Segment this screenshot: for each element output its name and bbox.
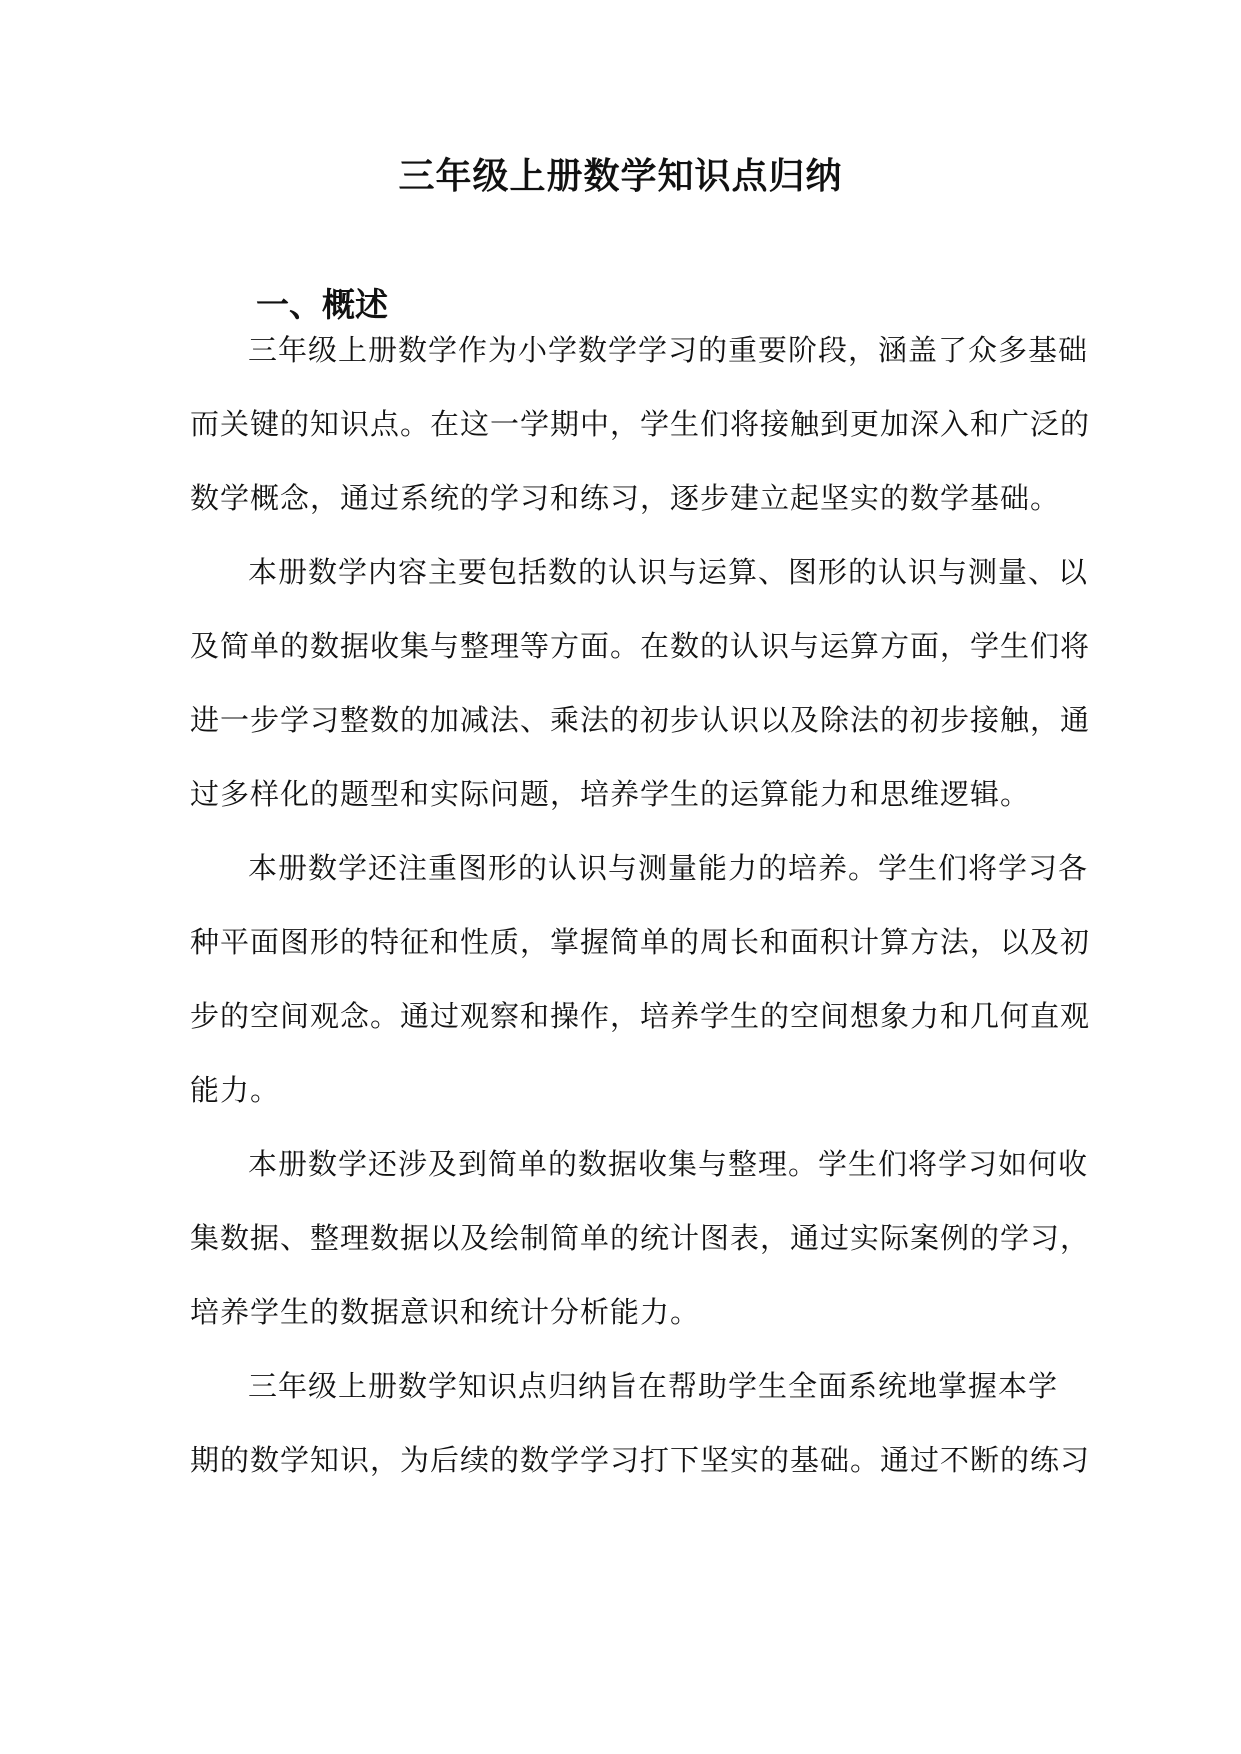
paragraph-line: 本册数学还注重图形的认识与测量能力的培养。学生们将学习各 xyxy=(248,851,1089,885)
paragraph-line: 数学概念，通过系统的学习和练习，逐步建立起坚实的数学基础。 xyxy=(190,481,1061,515)
paragraph-line: 进一步学习整数的加减法、乘法的初步认识以及除法的初步接触，通 xyxy=(190,703,1091,737)
document-title: 三年级上册数学知识点归纳 xyxy=(398,155,843,197)
paragraph-line: 而关键的知识点。在这一学期中，学生们将接触到更加深入和广泛的 xyxy=(190,407,1091,441)
paragraph-line: 期的数学知识，为后续的数学学习打下坚实的基础。通过不断的练习 xyxy=(190,1443,1091,1477)
paragraph-line: 三年级上册数学知识点归纳旨在帮助学生全面系统地掌握本学 xyxy=(248,1369,1059,1403)
paragraph-line: 能力。 xyxy=(190,1073,281,1107)
paragraph-line: 培养学生的数据意识和统计分析能力。 xyxy=(190,1295,701,1329)
paragraph-line: 集数据、整理数据以及绘制简单的统计图表，通过实际案例的学习， xyxy=(190,1221,1091,1255)
paragraph-line: 步的空间观念。通过观察和操作，培养学生的空间想象力和几何直观 xyxy=(190,999,1091,1033)
paragraph-line: 过多样化的题型和实际问题，培养学生的运算能力和思维逻辑。 xyxy=(190,777,1031,811)
paragraph-line: 本册数学内容主要包括数的认识与运算、图形的认识与测量、以 xyxy=(248,555,1089,589)
section-heading-overview: 一、概述 xyxy=(256,285,388,324)
paragraph-line: 三年级上册数学作为小学数学学习的重要阶段，涵盖了众多基础 xyxy=(248,333,1089,367)
paragraph-line: 种平面图形的特征和性质，掌握简单的周长和面积计算方法，以及初 xyxy=(190,925,1091,959)
paragraph-line: 本册数学还涉及到简单的数据收集与整理。学生们将学习如何收 xyxy=(248,1147,1089,1181)
paragraph-line: 及简单的数据收集与整理等方面。在数的认识与运算方面，学生们将 xyxy=(190,629,1091,663)
